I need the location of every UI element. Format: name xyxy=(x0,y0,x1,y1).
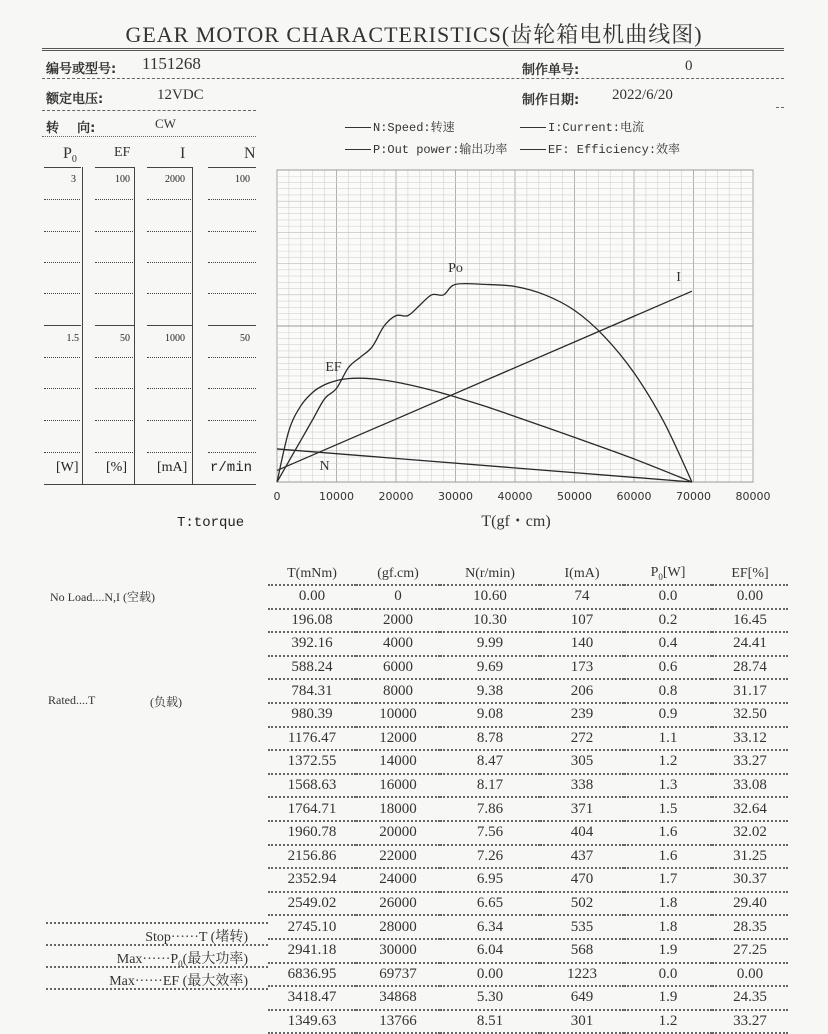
scale-guide xyxy=(95,293,133,294)
no-load-label: No Load....N,I (空载) xyxy=(50,590,155,604)
col-header-gfcm: (gf.cm) xyxy=(356,563,440,585)
cell-torque-gfcm: 20000 xyxy=(356,821,440,845)
table-row xyxy=(268,609,788,633)
cell-speed: 5.30 xyxy=(440,986,540,1010)
legend-line-icon xyxy=(520,149,546,150)
cell-speed: 8.17 xyxy=(440,774,540,798)
cell-power: 0.6 xyxy=(624,656,712,680)
cell-power: 1.6 xyxy=(624,845,712,869)
cell-speed: 10.30 xyxy=(440,609,540,633)
cell-torque-gfcm: 26000 xyxy=(356,892,440,916)
scale-rule xyxy=(44,167,81,168)
cell-current: 301 xyxy=(540,1010,624,1034)
model-value: 1151268 xyxy=(142,54,201,73)
cell-torque-gfcm: 30000 xyxy=(356,939,440,963)
cell-current: 649 xyxy=(540,986,624,1010)
scale-guide xyxy=(95,231,133,232)
scale-guide xyxy=(147,293,191,294)
x-axis-caption: T:torque xyxy=(177,515,245,531)
cell-torque-gfcm: 14000 xyxy=(356,750,440,774)
cell-efficiency: 0.00 xyxy=(712,585,788,609)
cell-efficiency: 33.12 xyxy=(712,727,788,751)
cell-torque-gfcm: 0 xyxy=(356,585,440,609)
legend-label: I:Current:电流 xyxy=(548,121,645,135)
scale-guide xyxy=(44,262,80,263)
scale-guide xyxy=(208,262,256,263)
cell-torque-gfcm: 4000 xyxy=(356,632,440,656)
cell-efficiency: 33.27 xyxy=(712,1010,788,1034)
table-row xyxy=(268,892,788,916)
cell-torque-mnm: 1960.78 xyxy=(268,821,356,845)
x-tick-label: 0 xyxy=(273,490,281,503)
cell-speed: 8.51 xyxy=(440,1010,540,1034)
cell-efficiency: 31.25 xyxy=(712,845,788,869)
cell-efficiency: 28.74 xyxy=(712,656,788,680)
cell-torque-mnm: 2156.86 xyxy=(268,845,356,869)
voltage-value: 12VDC xyxy=(157,87,204,103)
scale-guide xyxy=(95,420,133,421)
scale-guide xyxy=(208,199,256,200)
cell-efficiency: 33.27 xyxy=(712,750,788,774)
cell-torque-gfcm: 6000 xyxy=(356,656,440,680)
cell-current: 1223 xyxy=(540,963,624,987)
scale-header-ef: EF xyxy=(114,145,131,160)
table-row xyxy=(268,1010,788,1034)
x-tick-label: 40000 xyxy=(497,490,533,503)
header-divider xyxy=(42,110,256,111)
cell-speed: 9.08 xyxy=(440,703,540,727)
cell-speed: 8.47 xyxy=(440,750,540,774)
cell-torque-gfcm: 2000 xyxy=(356,609,440,633)
scale-rule xyxy=(147,167,192,168)
scale-unit-n: r/min xyxy=(210,460,253,476)
cell-torque-mnm: 980.39 xyxy=(268,703,356,727)
cell-torque-mnm: 2941.18 xyxy=(268,939,356,963)
scale-header-n: N xyxy=(244,145,256,162)
cell-efficiency: 28.35 xyxy=(712,915,788,939)
model-label: 编号或型号: xyxy=(46,62,117,77)
x-tick-label: 30000 xyxy=(438,490,473,503)
cell-torque-mnm: 3418.47 xyxy=(268,986,356,1010)
x-tick-label: 70000 xyxy=(676,490,711,503)
legend-line-icon xyxy=(345,127,371,128)
scale-guide xyxy=(147,420,191,421)
legend-item-current xyxy=(520,118,644,135)
cell-torque-gfcm: 16000 xyxy=(356,774,440,798)
voltage-label: 额定电压: xyxy=(46,92,104,107)
cell-speed: 0.00 xyxy=(440,963,540,987)
chart-grid xyxy=(277,170,753,482)
cell-current: 140 xyxy=(540,632,624,656)
cell-current: 206 xyxy=(540,679,624,703)
cell-torque-mnm: 2549.02 xyxy=(268,892,356,916)
cell-efficiency: 33.08 xyxy=(712,774,788,798)
scale-guide xyxy=(44,231,80,232)
col-header-efficiency: EF[%] xyxy=(712,563,788,585)
scale-guide xyxy=(44,388,80,389)
table-row xyxy=(268,656,788,680)
cell-torque-mnm: 196.08 xyxy=(268,609,356,633)
table-header-row xyxy=(268,563,788,585)
scale-guide xyxy=(208,293,256,294)
cell-power: 1.9 xyxy=(624,986,712,1010)
cell-power: 1.9 xyxy=(624,939,712,963)
scale-guide xyxy=(44,452,80,453)
col-header-power: $P_0[W]$ xyxy=(624,563,712,585)
table-row xyxy=(268,915,788,939)
cell-current: 568 xyxy=(540,939,624,963)
scale-guide xyxy=(44,199,80,200)
cell-torque-mnm: 784.31 xyxy=(268,679,356,703)
cell-current: 305 xyxy=(540,750,624,774)
scale-guide xyxy=(44,293,80,294)
cell-speed: 7.56 xyxy=(440,821,540,845)
scale-guide xyxy=(44,357,80,358)
x-tick-label: 20000 xyxy=(378,490,414,503)
cell-torque-gfcm: 24000 xyxy=(356,868,440,892)
scale-guide xyxy=(95,262,133,263)
cell-current: 404 xyxy=(540,821,624,845)
x-tick-label: 60000 xyxy=(616,490,652,503)
cell-current: 502 xyxy=(540,892,624,916)
cell-power: 1.5 xyxy=(624,797,712,821)
scale-tick-n-mid: 50 xyxy=(240,333,250,344)
curve-label-ef: EF xyxy=(325,360,342,376)
cell-torque-mnm: 0.00 xyxy=(268,585,356,609)
cell-speed: 7.26 xyxy=(440,845,540,869)
cell-current: 535 xyxy=(540,915,624,939)
scale-guide xyxy=(147,199,191,200)
order-label: 制作单号: xyxy=(522,63,580,78)
cell-speed: 9.38 xyxy=(440,679,540,703)
scale-unit-p0: [W] xyxy=(56,460,79,475)
scale-tick-p0-max: 3 xyxy=(71,174,76,185)
table-row xyxy=(268,845,788,869)
cell-torque-mnm: 1349.63 xyxy=(268,1010,356,1034)
cell-torque-mnm: 392.16 xyxy=(268,632,356,656)
cell-power: 1.6 xyxy=(624,821,712,845)
cell-efficiency: 24.35 xyxy=(712,986,788,1010)
cell-torque-mnm: 2745.10 xyxy=(268,915,356,939)
cell-torque-mnm: 588.24 xyxy=(268,656,356,680)
cell-speed: 10.60 xyxy=(440,585,540,609)
cell-torque-gfcm: 12000 xyxy=(356,727,440,751)
rated-label-cn: (负载) xyxy=(150,695,182,709)
scale-divider xyxy=(192,167,193,484)
scale-tick-ef-max: 100 xyxy=(115,174,130,185)
scale-rule xyxy=(95,325,135,326)
scale-guide xyxy=(44,420,80,421)
cell-power: 1.8 xyxy=(624,915,712,939)
cell-efficiency: 16.45 xyxy=(712,609,788,633)
cell-current: 74 xyxy=(540,585,624,609)
scale-guide xyxy=(95,199,133,200)
scale-guide xyxy=(147,231,191,232)
scale-guide xyxy=(95,388,133,389)
scale-tick-ef-mid: 50 xyxy=(120,333,130,344)
scale-header-i: I xyxy=(180,145,186,162)
table-row xyxy=(268,750,788,774)
scale-rule xyxy=(147,325,192,326)
cell-torque-gfcm: 22000 xyxy=(356,845,440,869)
cell-current: 107 xyxy=(540,609,624,633)
scale-guide xyxy=(147,452,191,453)
cell-efficiency: 30.37 xyxy=(712,868,788,892)
cell-speed: 6.34 xyxy=(440,915,540,939)
page-title: GEAR MOTOR CHARACTERISTICS(齿轮箱电机曲线图) xyxy=(125,22,703,47)
cell-speed: 8.78 xyxy=(440,727,540,751)
scale-rule xyxy=(208,167,256,168)
scale-divider xyxy=(82,167,83,484)
performance-table xyxy=(268,563,788,1034)
cell-torque-gfcm: 13766 xyxy=(356,1010,440,1034)
legend-label: N:Speed:转速 xyxy=(373,121,455,135)
header-divider xyxy=(42,136,256,137)
header-divider xyxy=(42,78,784,79)
cell-torque-mnm: 1372.55 xyxy=(268,750,356,774)
cell-power: 0.0 xyxy=(624,585,712,609)
table-row xyxy=(268,585,788,609)
legend-item-speed xyxy=(345,118,455,135)
legend-label: EF: Efficiency:效率 xyxy=(548,143,681,157)
cell-power: 1.7 xyxy=(624,868,712,892)
stop-torque-label: Stop······T (堵转) xyxy=(145,930,248,945)
cell-torque-mnm: 1176.47 xyxy=(268,727,356,751)
cell-current: 470 xyxy=(540,868,624,892)
cell-current: 338 xyxy=(540,774,624,798)
scale-guide xyxy=(208,452,256,453)
curve-label-p0: Po xyxy=(448,260,463,276)
curve-label-n: N xyxy=(319,459,330,475)
cell-efficiency: 0.00 xyxy=(712,963,788,987)
x-tick-labels xyxy=(274,490,771,503)
cell-current: 272 xyxy=(540,727,624,751)
summary-rule xyxy=(46,922,268,924)
cell-torque-mnm: 2352.94 xyxy=(268,868,356,892)
cell-torque-gfcm: 10000 xyxy=(356,703,440,727)
scale-rule xyxy=(44,325,81,326)
legend-item-efficiency xyxy=(520,140,680,157)
cell-power: 1.8 xyxy=(624,892,712,916)
direction-label: 转 向: xyxy=(46,121,96,136)
cell-speed: 6.95 xyxy=(440,868,540,892)
scale-tick-p0-mid: 1.5 xyxy=(66,333,79,344)
scale-guide xyxy=(147,262,191,263)
cell-speed: 6.04 xyxy=(440,939,540,963)
scale-tick-i-mid: 1000 xyxy=(165,333,185,344)
cell-torque-gfcm: 34868 xyxy=(356,986,440,1010)
scale-guide xyxy=(147,357,191,358)
cell-power: 0.2 xyxy=(624,609,712,633)
max-power-label: $Max\cdot\cdot\cdot\cdot\cdot\cdot P_0$(最大功率) xyxy=(116,952,248,969)
scale-guide xyxy=(208,388,256,389)
title-rule xyxy=(42,48,784,51)
max-efficiency-label: Max······EF (最大效率) xyxy=(109,974,248,989)
cell-power: 1.2 xyxy=(624,750,712,774)
cell-speed: 9.99 xyxy=(440,632,540,656)
cell-efficiency: 27.25 xyxy=(712,939,788,963)
cell-torque-gfcm: 69737 xyxy=(356,963,440,987)
cell-efficiency: 32.02 xyxy=(712,821,788,845)
cell-efficiency: 32.64 xyxy=(712,797,788,821)
legend-item-power xyxy=(345,140,507,157)
cell-current: 371 xyxy=(540,797,624,821)
cell-power: 1.1 xyxy=(624,727,712,751)
table-row xyxy=(268,774,788,798)
x-tick-label: 80000 xyxy=(735,490,771,503)
cell-efficiency: 24.41 xyxy=(712,632,788,656)
scale-guide xyxy=(208,231,256,232)
table-row xyxy=(268,679,788,703)
scale-tick-n-max: 100 xyxy=(235,174,250,185)
motor-characteristics-chart xyxy=(260,160,780,540)
col-header-speed: N(r/min) xyxy=(440,563,540,585)
cell-torque-mnm: 1764.71 xyxy=(268,797,356,821)
cell-torque-gfcm: 28000 xyxy=(356,915,440,939)
cell-power: 0.0 xyxy=(624,963,712,987)
cell-speed: 7.86 xyxy=(440,797,540,821)
scale-guide xyxy=(208,357,256,358)
x-tick-label: 50000 xyxy=(557,490,592,503)
legend-line-icon xyxy=(345,149,371,150)
legend-line-icon xyxy=(520,127,546,128)
scale-divider xyxy=(134,167,135,484)
table-row xyxy=(268,939,788,963)
x-tick-label: 10000 xyxy=(319,490,354,503)
table-row xyxy=(268,703,788,727)
cell-efficiency: 31.17 xyxy=(712,679,788,703)
table-row xyxy=(268,868,788,892)
cell-current: 437 xyxy=(540,845,624,869)
cell-current: 173 xyxy=(540,656,624,680)
header-divider xyxy=(776,107,784,108)
table-row xyxy=(268,963,788,987)
table-row xyxy=(268,632,788,656)
cell-torque-gfcm: 8000 xyxy=(356,679,440,703)
cell-speed: 6.65 xyxy=(440,892,540,916)
rated-label: Rated....T xyxy=(48,693,96,707)
cell-torque-mnm: 6836.95 xyxy=(268,963,356,987)
cell-efficiency: 29.40 xyxy=(712,892,788,916)
curve-label-i: I xyxy=(676,269,681,285)
table-row xyxy=(268,727,788,751)
scale-unit-ef: [%] xyxy=(106,460,127,475)
scale-tick-i-max: 2000 xyxy=(165,174,185,185)
cell-power: 0.4 xyxy=(624,632,712,656)
cell-current: 239 xyxy=(540,703,624,727)
date-value: 2022/6/20 xyxy=(612,87,673,103)
scale-header-p0: $P_0$ xyxy=(63,145,77,166)
scale-rule xyxy=(208,325,256,326)
cell-power: 0.9 xyxy=(624,703,712,727)
scale-guide xyxy=(208,420,256,421)
scale-guide xyxy=(95,357,133,358)
col-header-t-mnm: T(mNm) xyxy=(268,563,356,585)
order-value: 0 xyxy=(685,58,693,74)
table-row xyxy=(268,986,788,1010)
scale-rule xyxy=(95,167,135,168)
col-header-current: I(mA) xyxy=(540,563,624,585)
scale-guide xyxy=(147,388,191,389)
table-row xyxy=(268,797,788,821)
direction-value: CW xyxy=(155,116,176,131)
legend-label: P:Out power:输出功率 xyxy=(373,143,508,157)
cell-power: 0.8 xyxy=(624,679,712,703)
cell-efficiency: 32.50 xyxy=(712,703,788,727)
scale-rule xyxy=(44,484,256,485)
cell-power: 1.3 xyxy=(624,774,712,798)
x-axis-label: T(gf・cm) xyxy=(481,513,551,530)
cell-torque-gfcm: 18000 xyxy=(356,797,440,821)
cell-power: 1.2 xyxy=(624,1010,712,1034)
scale-guide xyxy=(95,452,133,453)
scale-unit-i: [mA] xyxy=(157,460,188,475)
table-row xyxy=(268,821,788,845)
cell-speed: 9.69 xyxy=(440,656,540,680)
cell-torque-mnm: 1568.63 xyxy=(268,774,356,798)
date-label: 制作日期: xyxy=(522,93,580,108)
